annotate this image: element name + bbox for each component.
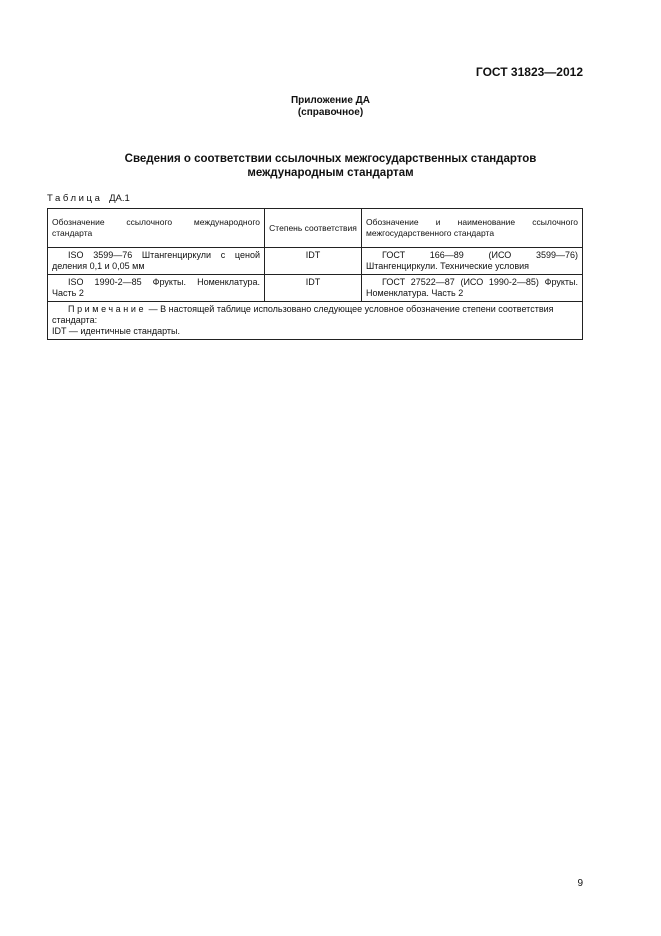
table-caption bbox=[47, 193, 130, 204]
annex-block bbox=[0, 95, 661, 119]
note-label: Примечание bbox=[68, 304, 147, 314]
cell-interstate-standard: ГОСТ 27522—87 (ИСО 1990-2—85) Фрукты. Номенклатура. Часть 2 bbox=[362, 275, 583, 302]
standards-table bbox=[47, 208, 583, 340]
cell-degree: IDT bbox=[265, 275, 362, 302]
table-caption-number: ДА.1 bbox=[109, 193, 130, 204]
column-header-degree: Степень соответствия bbox=[265, 209, 362, 248]
note-text: — В настоящей таблице использовано следующее условное обозначение степени соответствия стандарта: bbox=[52, 304, 554, 325]
table-row bbox=[48, 275, 583, 302]
column-header-intl: Обозначение ссылочного международного стандарта bbox=[48, 209, 265, 248]
cell-interstate-standard: ГОСТ 166—89 (ИСО 3599—76) Штангенциркули. Технические условия bbox=[362, 248, 583, 275]
section-heading bbox=[0, 152, 661, 180]
annex-title: Приложение ДА bbox=[290, 95, 371, 106]
section-heading-line1: Сведения о соответствии ссылочных межгосударственных стандартов bbox=[124, 153, 537, 165]
page-number: 9 bbox=[577, 878, 583, 889]
cell-intl-standard: ISO 3599—76 Штангенциркули с ценой деления 0,1 и 0,05 мм bbox=[48, 248, 265, 275]
table-note-row bbox=[48, 302, 583, 340]
table-header-row bbox=[48, 209, 583, 248]
standard-code: ГОСТ 31823—2012 bbox=[475, 65, 583, 79]
table-note bbox=[48, 302, 583, 340]
table-row bbox=[48, 248, 583, 275]
note-paragraph bbox=[52, 304, 578, 326]
section-heading-line2: международным стандартам bbox=[247, 167, 414, 179]
cell-intl-standard: ISO 1990-2—85 Фрукты. Номенклатура. Часть 2 bbox=[48, 275, 265, 302]
cell-degree: IDT bbox=[265, 248, 362, 275]
table-caption-label: Таблица bbox=[47, 193, 103, 204]
annex-type: (справочное) bbox=[297, 107, 364, 118]
column-header-interstate: Обозначение и наименование ссылочного межгосударственного стандарта bbox=[362, 209, 583, 248]
note-line2: IDT — идентичные стандарты. bbox=[52, 326, 181, 336]
